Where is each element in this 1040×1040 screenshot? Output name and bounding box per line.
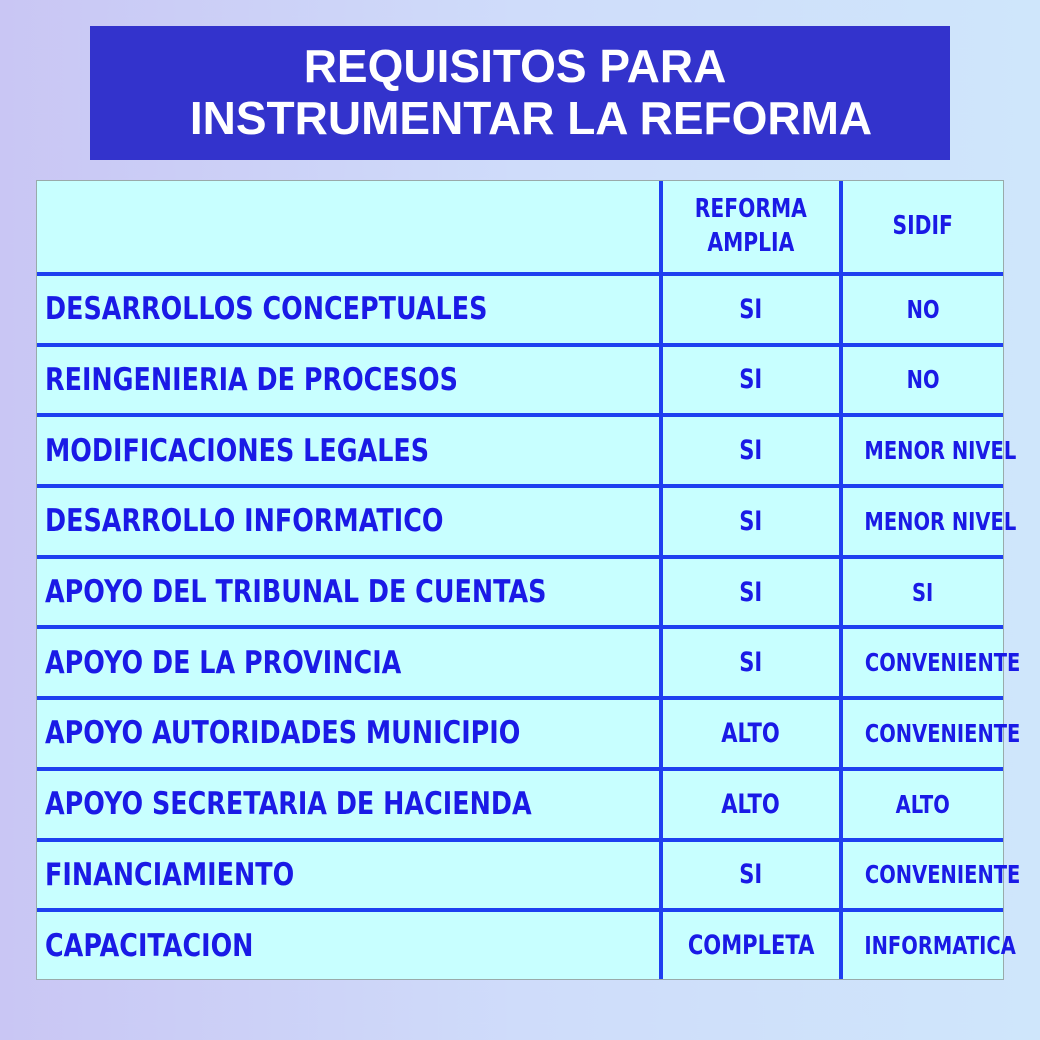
row-label: DESARROLLOS CONCEPTUALES xyxy=(45,291,488,328)
header-reforma-line-2: AMPLIA xyxy=(707,228,795,259)
header-corner-cell xyxy=(37,181,661,274)
row-sidif-value: CONVENIENTE xyxy=(864,860,1021,890)
row-sidif-value: CONVENIENTE xyxy=(864,648,1021,678)
row-label: APOYO AUTORIDADES MUNICIPIO xyxy=(45,715,521,752)
row-reforma-value: SI xyxy=(739,364,763,396)
table-row xyxy=(37,486,1003,557)
header-reforma-amplia xyxy=(661,181,841,274)
row-reforma-value: ALTO xyxy=(721,717,781,749)
table-header-row xyxy=(37,181,1003,274)
row-sidif-value: MENOR NIVEL xyxy=(864,506,1017,536)
row-reforma-value: COMPLETA xyxy=(687,930,815,962)
table-row xyxy=(37,415,1003,486)
table-row xyxy=(37,274,1003,345)
row-sidif-value: MENOR NIVEL xyxy=(864,436,1017,466)
title-line-2: INSTRUMENTAR LA REFORMA xyxy=(189,92,873,144)
slide-title xyxy=(90,26,950,160)
table-row xyxy=(37,769,1003,840)
table-row xyxy=(37,698,1003,769)
row-reforma-value: SI xyxy=(739,505,763,537)
row-label: APOYO DEL TRIBUNAL DE CUENTAS xyxy=(45,574,547,611)
row-sidif-value: ALTO xyxy=(895,789,951,819)
requirements-table xyxy=(36,180,1021,980)
row-label: MODIFICACIONES LEGALES xyxy=(45,432,430,469)
row-sidif-value: SI xyxy=(912,577,934,607)
table-row xyxy=(37,627,1003,698)
header-reforma-line-1: REFORMA xyxy=(694,194,808,225)
row-reforma-value: SI xyxy=(739,293,763,325)
row-label: DESARROLLO INFORMATICO xyxy=(45,503,444,540)
row-label: FINANCIAMIENTO xyxy=(45,856,295,893)
row-reforma-value: SI xyxy=(739,576,763,608)
row-reforma-value: SI xyxy=(739,435,763,467)
row-sidif-value: NO xyxy=(906,365,940,395)
row-label: REINGENIERIA DE PROCESOS xyxy=(45,361,458,398)
table-row xyxy=(37,557,1003,628)
title-line-1: REQUISITOS PARA xyxy=(303,40,727,92)
row-sidif-value: INFORMATICA xyxy=(864,931,1016,961)
header-sidif: SIDIF xyxy=(841,181,1003,274)
row-reforma-value: SI xyxy=(739,859,763,891)
row-label: APOYO DE LA PROVINCIA xyxy=(45,644,402,681)
table-row xyxy=(37,345,1003,416)
row-label: CAPACITACION xyxy=(45,927,254,964)
row-sidif-value: NO xyxy=(906,294,940,324)
row-reforma-value: ALTO xyxy=(721,788,781,820)
row-sidif-value: CONVENIENTE xyxy=(864,718,1021,748)
row-label: APOYO SECRETARIA DE HACIENDA xyxy=(45,786,532,823)
row-reforma-value: SI xyxy=(739,647,763,679)
table-row xyxy=(37,910,1003,979)
table-row xyxy=(37,840,1003,911)
